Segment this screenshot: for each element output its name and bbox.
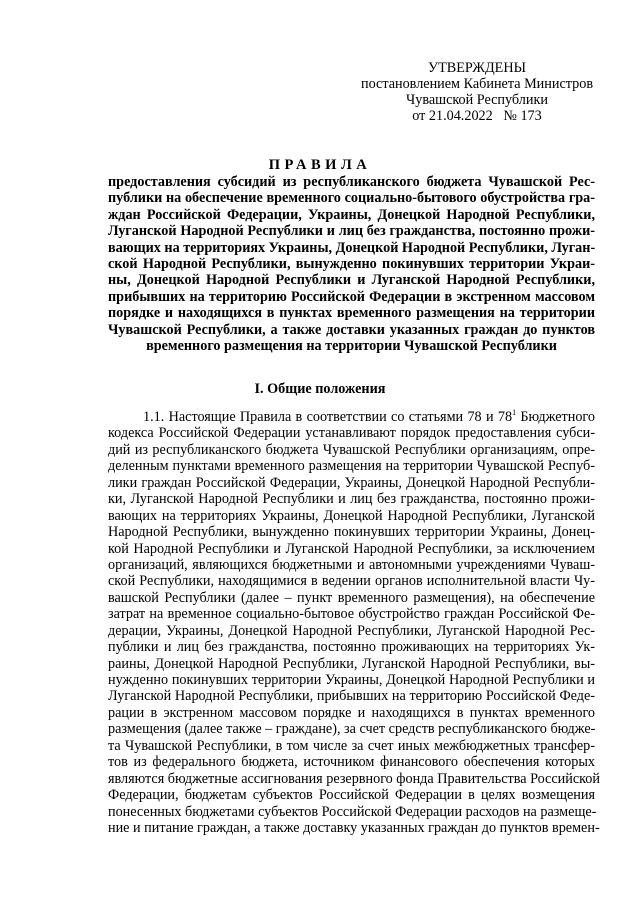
- subtitle-line: прибывших на территорию Российской Федерации в экстренном массовом: [108, 288, 595, 305]
- paragraph-first-tail: Бюджетного: [516, 409, 595, 425]
- approval-date-number: от 21.04.2022 № 173: [412, 108, 542, 124]
- paragraph-line: вающих на территориях Украины, Донецкой Народной Республики, Луганской: [108, 507, 595, 524]
- paragraph-line: Федерации, бюджетам субъектов Российской Федерации в целях возмещения: [108, 787, 595, 804]
- subtitle-line: ны, Донецкой Народной Республики и Луганской Народной Республики,: [108, 272, 595, 289]
- paragraph-first-text: 1.1. Настоящие Правила в соответствии со статьями 78 и 78: [143, 409, 513, 425]
- subtitle-line: ждан Российской Федерации, Украины, Донецкой Народной Республики,: [108, 206, 595, 223]
- paragraph-line: рации в экстренном массовом порядке и находящихся в пунктах временного: [108, 704, 595, 721]
- approval-status: УТВЕРЖДЕНЫ: [428, 60, 526, 76]
- document-subtitle: [108, 174, 595, 354]
- subtitle-line: Чувашской Республики, а также доставки указанных граждан до пунктов: [108, 321, 595, 338]
- paragraph-line: ки, Луганской Народной Республики и лиц без гражданства, постоянно прожи-: [108, 491, 595, 508]
- paragraph-line: ской Республики, находящимися в ведении органов исполнительной власти Чу-: [108, 573, 595, 590]
- paragraph-line: дерации, Украины, Донецкой Народной Республики, Луганской Народной Рес-: [108, 622, 595, 639]
- subtitle-line: временного размещения на территории Чувашской Республики: [146, 337, 557, 354]
- paragraph-line: лики граждан Российской Федерации, Украины, Донецкой Народной Республи-: [108, 474, 595, 491]
- subtitle-line: ской Народной Республики, вынужденно покинувших территории Украи-: [108, 255, 595, 272]
- approval-line-2: Чувашской Республики: [406, 92, 548, 108]
- approval-stamp: [352, 60, 602, 124]
- paragraph-line: Луганской Народной Республики, прибывших на территорию Российской Феде-: [108, 688, 595, 705]
- paragraph-line: Народной Республики, вынужденно покинувших территории Украины, Донец-: [108, 524, 595, 541]
- paragraph-line: размещения (далее также – граждане), за счет средств республиканского бюдже-: [108, 721, 596, 738]
- subtitle-line: Луганской Народной Республики и лиц без гражданства, постоянно прожи-: [108, 223, 595, 240]
- section-heading: I. Общие положения: [254, 381, 386, 397]
- document-title: ПРАВИЛА: [268, 157, 372, 173]
- subtitle-line: предоставления субсидий из республиканского бюджета Чувашской Рес-: [108, 174, 595, 190]
- paragraph-line: вашской Республики (далее – пункт временного размещения), на обеспечение: [108, 589, 595, 606]
- paragraph-line: тов из федерального бюджета, источником финансового обеспечения которых: [108, 754, 595, 771]
- subtitle-line: публики на обеспечение временного социально-бытового обустройства гра-: [108, 190, 595, 207]
- article-superscript: 1: [512, 408, 517, 417]
- paragraph-line: организаций, являющихся бюджетными и автономными учреждениями Чуваш-: [108, 556, 595, 573]
- paragraph-line: затрат на временное социально-бытовое обустройство граждан Российской Фе-: [108, 606, 595, 623]
- paragraph-line: нужденно покинувших территории Украины, Донецкой Народной Республики и: [108, 672, 595, 688]
- paragraph-1-1: [108, 408, 600, 836]
- subtitle-line: вающих на территориях Украины, Донецкой Народной Республики, Луган-: [108, 239, 596, 256]
- paragraph-line: кодекса Российской Федерации устанавливают порядок предоставления субси-: [108, 425, 595, 442]
- paragraph-line: деленным пунктами временного размещения на территории Чувашской Респуб-: [108, 458, 595, 475]
- paragraph-line: являются бюджетные ассигнования резервного фонда Правительства Российской: [108, 770, 600, 787]
- paragraph-line: та Чувашской Республики, в том числе за счет иных межбюджетных трансфер-: [108, 737, 595, 754]
- paragraph-first-line: [108, 409, 595, 425]
- subtitle-line: порядке и находящихся в пунктах временного размещения на территории: [108, 305, 595, 322]
- paragraph-line: кой Народной Республики и Луганской Народной Республики, за исключением: [108, 540, 595, 557]
- paragraph-line: публики и лиц без гражданства, постоянно проживающих на территориях Ук-: [108, 639, 595, 656]
- paragraph-line: ние и питание граждан, а также доставку указанных граждан до пунктов времен-: [108, 819, 600, 836]
- paragraph-line: дий из республиканского бюджета Чувашской Республики организациям, опре-: [108, 441, 595, 458]
- approval-line-1: постановлением Кабинета Министров: [360, 76, 594, 92]
- paragraph-line: понесенных бюджетами субъектов Российской Федерации расходов на размеще-: [108, 803, 597, 820]
- paragraph-line: раины, Донецкой Народной Республики, Луганской Народной Республики, вы-: [108, 655, 595, 672]
